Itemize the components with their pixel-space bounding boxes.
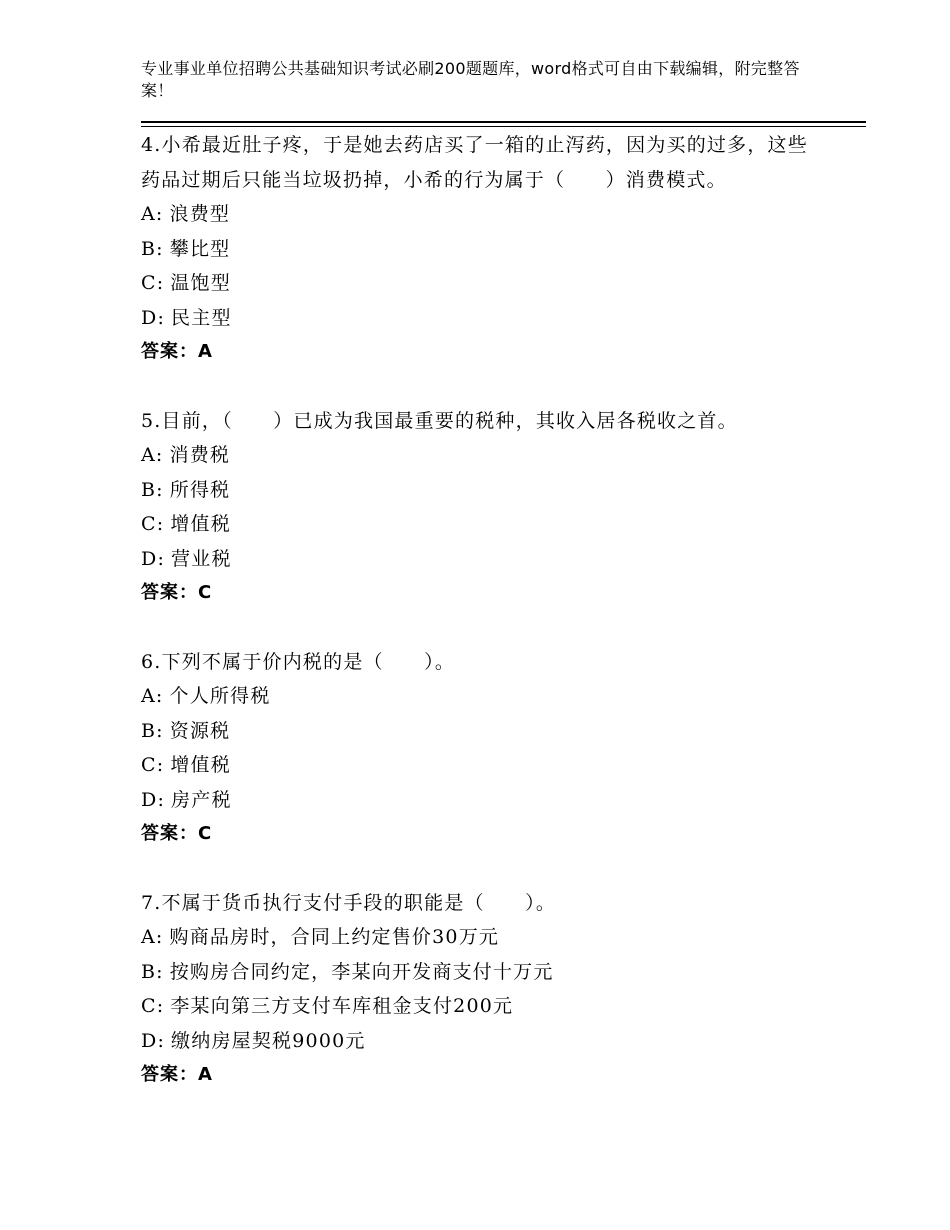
option-letter: B: [141, 719, 157, 742]
option-letter: D: [141, 306, 158, 329]
header-divider-thick: [141, 121, 866, 123]
option-letter: A: [141, 926, 156, 948]
option-separator: :: [156, 478, 164, 501]
option-text: 增值税: [170, 754, 231, 776]
answer-label: 答案：A: [141, 1064, 213, 1085]
option-b: [141, 232, 821, 267]
option-separator: :: [156, 719, 164, 742]
option-letter: A: [141, 685, 156, 707]
option-text: 浪费型: [169, 203, 231, 225]
option-c: [141, 748, 821, 783]
question-stem: 7.不属于货币执行支付手段的职能是（ ）。: [141, 891, 557, 914]
option-text: 购商品房时，合同上约定售价30万元: [169, 926, 500, 948]
option-a: [141, 197, 821, 232]
option-letter: C: [141, 513, 157, 535]
header-divider-thin: [141, 126, 866, 127]
option-letter: B: [141, 237, 157, 260]
option-text: 李某向第三方支付车库租金支付200元: [170, 995, 514, 1017]
option-letter: C: [141, 754, 157, 776]
option-separator: :: [157, 788, 166, 811]
option-text: 营业税: [171, 547, 232, 570]
option-a: [141, 438, 821, 473]
question-list: [141, 128, 821, 1127]
answer-label: 答案：C: [141, 582, 213, 603]
question-4: [141, 128, 821, 370]
option-separator: :: [157, 547, 166, 570]
answer-label: 答案：A: [141, 341, 213, 362]
question-6: [141, 645, 821, 852]
option-d: [141, 1024, 821, 1059]
option-d: [141, 542, 821, 577]
option-text: 按购房合同约定，李某向开发商支付十万元: [169, 960, 554, 983]
option-separator: :: [156, 272, 165, 294]
option-d: [141, 783, 821, 818]
option-letter: C: [141, 995, 157, 1017]
option-a: [141, 679, 821, 714]
option-letter: D: [141, 788, 158, 811]
option-letter: A: [141, 444, 156, 466]
option-separator: :: [157, 1029, 166, 1052]
option-c: [141, 989, 821, 1024]
option-letter: B: [141, 478, 157, 501]
document-header: 专业事业单位招聘公共基础知识考试必刷200题题库，word格式可自由下载编辑，附完整答案！: [141, 59, 800, 100]
answer-label: 答案：C: [141, 823, 213, 844]
option-text: 个人所得税: [169, 685, 271, 707]
option-text: 温饱型: [170, 272, 231, 294]
option-text: 资源税: [169, 719, 231, 742]
question-stem: 6.下列不属于价内税的是（ ）。: [141, 650, 456, 673]
option-b: [141, 714, 821, 749]
option-separator: :: [156, 995, 165, 1017]
option-c: [141, 507, 821, 542]
option-text: 攀比型: [169, 237, 231, 260]
option-letter: D: [141, 547, 158, 570]
option-text: 消费税: [169, 444, 231, 466]
question-7: [141, 886, 821, 1093]
question-stem: 4.小希最近肚子疼，于是她去药店买了一箱的止泻药，因为买的过多，这些药品过期后只能当垃圾扔掉，小希的行为属于（ ）消费模式。: [141, 134, 808, 191]
question-stem: 5.目前，（ ）已成为我国最重要的税种，其收入居各税收之首。: [141, 409, 738, 432]
option-b: [141, 955, 821, 990]
question-5: [141, 404, 821, 611]
option-separator: :: [155, 444, 164, 466]
option-text: 房产税: [171, 788, 232, 811]
option-separator: :: [156, 513, 165, 535]
option-separator: :: [157, 306, 166, 329]
option-letter: C: [141, 272, 157, 294]
option-letter: A: [141, 203, 156, 225]
option-separator: :: [155, 685, 164, 707]
option-b: [141, 473, 821, 508]
option-text: 增值税: [170, 513, 231, 535]
option-separator: :: [155, 926, 164, 948]
option-letter: D: [141, 1029, 158, 1052]
option-a: [141, 920, 821, 955]
option-separator: :: [155, 203, 164, 225]
option-text: 缴纳房屋契税9000元: [171, 1029, 366, 1052]
option-text: 民主型: [171, 306, 232, 329]
option-c: [141, 266, 821, 301]
option-d: [141, 301, 821, 336]
option-separator: :: [156, 754, 165, 776]
option-text: 所得税: [169, 478, 231, 501]
option-separator: :: [156, 960, 164, 983]
option-letter: B: [141, 960, 157, 983]
option-separator: :: [156, 237, 164, 260]
